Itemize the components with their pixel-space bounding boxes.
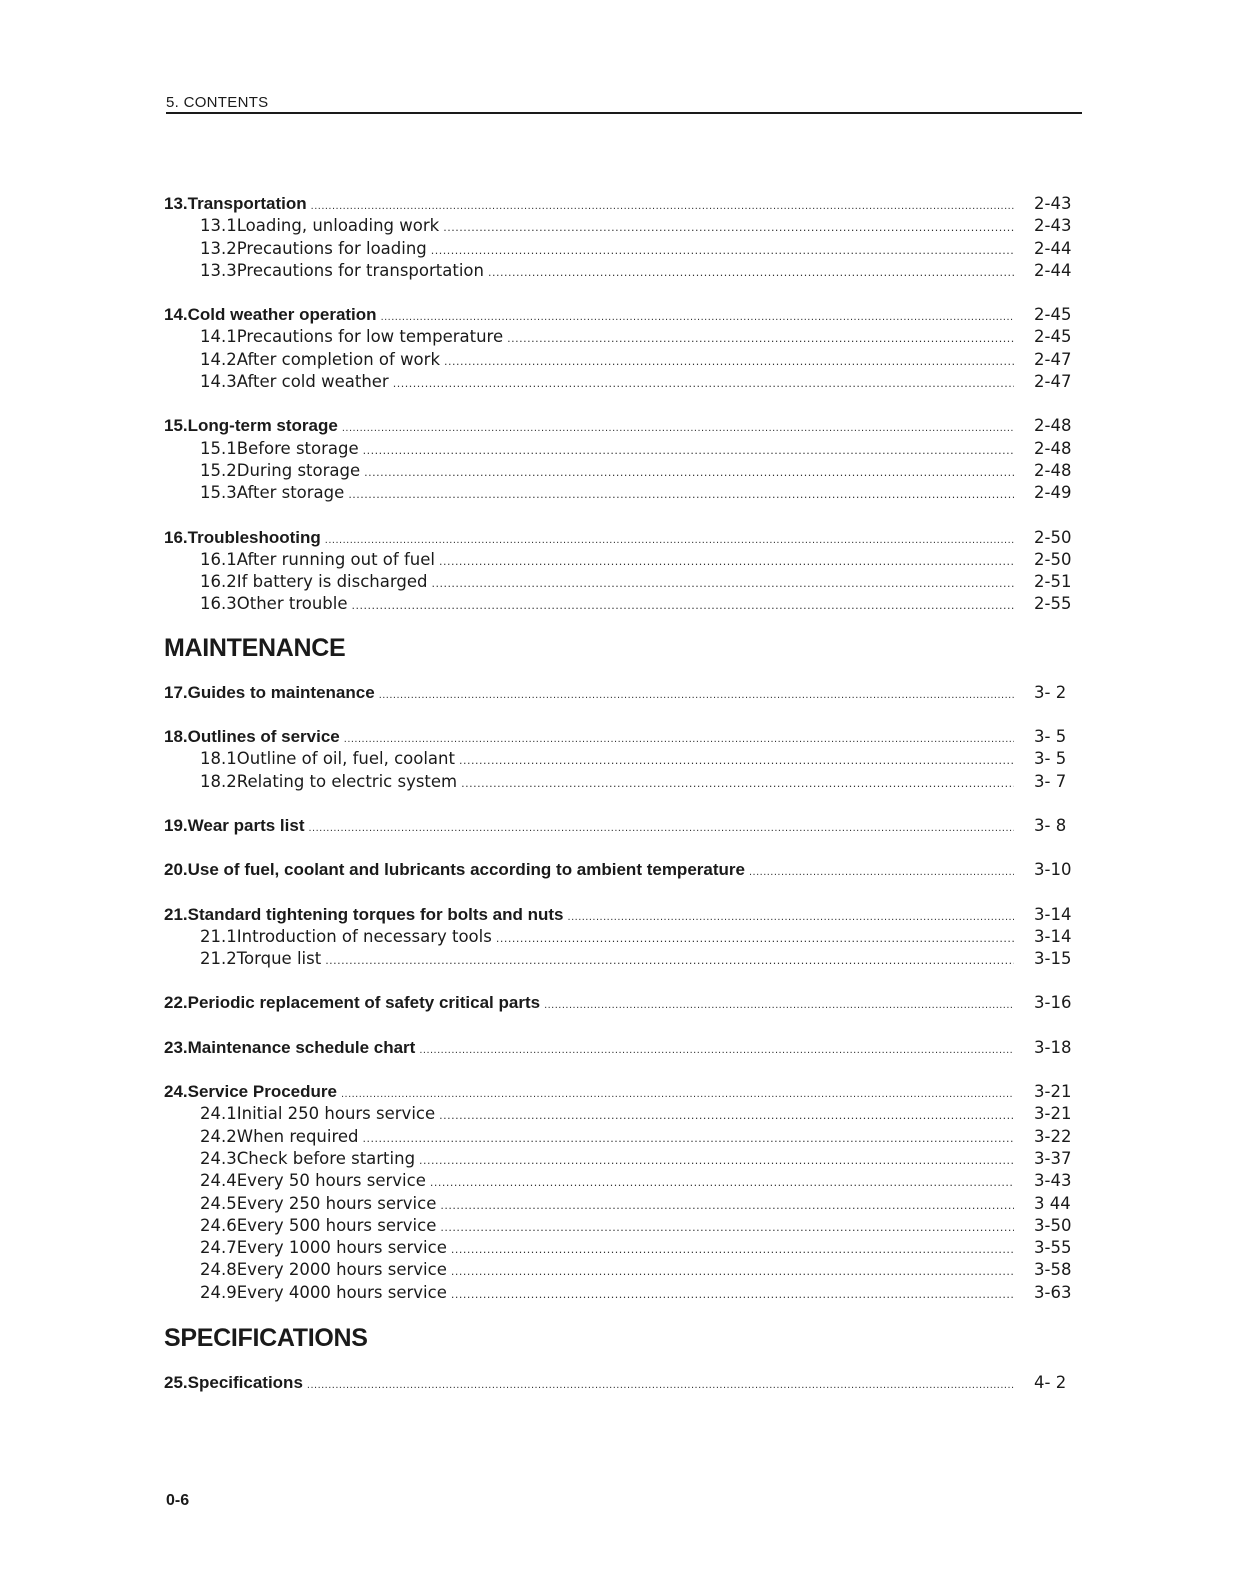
toc-subentry[interactable]: [164, 926, 1080, 948]
entry-number: 15.: [164, 416, 188, 436]
entry-page: 3- 2: [1034, 682, 1067, 702]
entry-title: After running out of fuel: [236, 549, 435, 569]
entry-page: 3-22: [1034, 1126, 1072, 1146]
entry-page: 2-55: [1034, 594, 1072, 614]
toc-entry[interactable]: [164, 193, 1080, 215]
toc-entry[interactable]: [164, 527, 1080, 549]
dot-leader: [451, 1284, 1014, 1306]
dot-leader: [344, 728, 1014, 750]
entry-title: Every 50 hours service: [236, 1171, 426, 1191]
entry-title: Transportation: [187, 194, 307, 213]
entry-number: 14.3: [200, 372, 237, 392]
toc-subentry[interactable]: [164, 948, 1080, 970]
toc-group: [164, 527, 1080, 616]
entry-page: 2-45: [1034, 305, 1072, 325]
toc-subentry[interactable]: [164, 1259, 1080, 1281]
dot-leader: [749, 861, 1014, 883]
entry-number: 24.8: [200, 1260, 237, 1280]
entry-page: 3- 7: [1034, 771, 1067, 791]
entry-number: 14.1: [200, 327, 237, 347]
entry-page: 3-21: [1034, 1104, 1072, 1124]
entry-title: Long-term storage: [187, 416, 338, 436]
dot-leader: [451, 1239, 1014, 1261]
entry-number: 24.9: [200, 1282, 237, 1302]
entry-number: 22.: [164, 993, 188, 1013]
entry-title: Maintenance schedule chart: [187, 1037, 416, 1057]
entry-number: 21.1: [200, 926, 237, 946]
toc-entry[interactable]: [164, 904, 1080, 926]
dot-leader: [440, 1195, 1014, 1217]
toc-section-maintenance: [164, 682, 1080, 1304]
dot-leader: [379, 684, 1014, 706]
entry-title: Every 500 hours service: [236, 1215, 437, 1235]
entry-page: 3- 8: [1034, 815, 1067, 835]
entry-title: Use of fuel, coolant and lubricants according to ambient temperature: [187, 860, 745, 880]
dot-leader: [363, 440, 1014, 462]
entry-number: 15.3: [200, 483, 237, 503]
dot-leader: [443, 217, 1014, 239]
dot-leader: [325, 950, 1014, 972]
dot-leader: [544, 994, 1014, 1016]
entry-page: 3-58: [1034, 1260, 1072, 1280]
entry-title: Standard tightening torques for bolts and nuts: [187, 904, 564, 924]
toc-entry[interactable]: [164, 1037, 1080, 1059]
entry-title: Every 250 hours service: [236, 1193, 437, 1213]
entry-page: 2-43: [1034, 194, 1072, 213]
entry-page: 3-10: [1034, 860, 1072, 880]
entry-page: 2-45: [1034, 327, 1072, 347]
dot-leader: [431, 240, 1014, 262]
toc-subentry[interactable]: [164, 1215, 1080, 1237]
toc-entry[interactable]: [164, 859, 1080, 881]
entry-title: Loading, unloading work: [236, 216, 440, 236]
dot-leader: [325, 529, 1014, 551]
toc-subentry[interactable]: [164, 549, 1080, 571]
toc-group: [164, 859, 1080, 881]
entry-number: 16.3: [200, 594, 237, 614]
entry-page: 3-37: [1034, 1148, 1072, 1168]
entry-title: Specifications: [187, 1372, 303, 1392]
toc-subentry[interactable]: [164, 1170, 1080, 1192]
entry-number: 24.: [164, 1082, 188, 1102]
page-number: 0-6: [166, 1492, 190, 1509]
entry-number: 13.3: [200, 260, 237, 280]
toc-entry[interactable]: [164, 815, 1080, 837]
toc-group: [164, 1372, 1080, 1394]
toc-entry[interactable]: [164, 682, 1080, 704]
entry-title: Cold weather operation: [187, 305, 377, 325]
toc-group: [164, 992, 1080, 1014]
entry-title: Outline of oil, fuel, coolant: [236, 749, 455, 769]
entry-title: Troubleshooting: [187, 527, 321, 547]
dot-leader: [430, 1172, 1014, 1194]
dot-leader: [439, 551, 1014, 573]
entry-number: 14.2: [200, 349, 237, 369]
entry-title: Introduction of necessary tools: [236, 926, 492, 946]
entry-page: 3- 5: [1034, 727, 1067, 747]
entry-title: Precautions for low temperature: [236, 327, 504, 347]
dot-leader: [461, 773, 1014, 795]
entry-page: 3-43: [1034, 1171, 1072, 1191]
maintenance-heading: MAINTENANCE: [164, 633, 346, 662]
entry-number: 16.1: [200, 549, 237, 569]
toc-subentry[interactable]: [164, 460, 1080, 482]
dot-leader: [381, 306, 1014, 328]
entry-title: Relating to electric system: [236, 771, 458, 791]
dot-leader: [393, 373, 1014, 395]
entry-title: After completion of work: [236, 349, 440, 369]
entry-number: 21.2: [200, 949, 237, 969]
toc-subentry[interactable]: [164, 771, 1080, 793]
toc-group: [164, 1037, 1080, 1059]
toc-subentry[interactable]: [164, 215, 1080, 237]
entry-title: Every 1000 hours service: [236, 1238, 447, 1258]
toc-subentry[interactable]: [164, 1282, 1080, 1304]
entry-title: If battery is discharged: [236, 572, 428, 592]
entry-page: 3- 5: [1034, 749, 1067, 769]
dot-leader: [311, 195, 1014, 217]
entry-title: Every 2000 hours service: [236, 1260, 447, 1280]
entry-page: 3-14: [1034, 904, 1072, 924]
toc-subentry[interactable]: [164, 238, 1080, 260]
toc-group: [164, 415, 1080, 504]
entry-page: 2-49: [1034, 483, 1072, 503]
entry-number: 15.1: [200, 438, 237, 458]
dot-leader: [496, 928, 1014, 950]
entry-title: Precautions for transportation: [236, 260, 484, 280]
dot-leader: [341, 1083, 1014, 1105]
entry-page: 3-16: [1034, 993, 1072, 1013]
entry-page: 3 44: [1034, 1193, 1071, 1213]
entry-title: Check before starting: [236, 1148, 416, 1168]
entry-page: 2-51: [1034, 572, 1072, 592]
toc-group: [164, 815, 1080, 837]
dot-leader: [363, 1128, 1014, 1150]
entry-page: 2-48: [1034, 416, 1072, 436]
toc-entry[interactable]: [164, 415, 1080, 437]
entry-page: 3-15: [1034, 949, 1072, 969]
entry-number: 15.2: [200, 460, 237, 480]
toc-subentry[interactable]: [164, 1237, 1080, 1259]
entry-page: 2-50: [1034, 527, 1072, 547]
toc-section-operation: [164, 193, 1080, 616]
entry-page: 2-44: [1034, 238, 1072, 258]
dot-leader: [308, 817, 1014, 839]
entry-page: 3-18: [1034, 1037, 1072, 1057]
entry-title: Wear parts list: [187, 815, 305, 835]
entry-title: After storage: [236, 483, 345, 503]
entry-number: 24.3: [200, 1148, 237, 1168]
entry-number: 13.2: [200, 238, 237, 258]
toc-subentry[interactable]: [164, 1148, 1080, 1170]
toc-group: [164, 193, 1080, 282]
entry-page: 3-50: [1034, 1215, 1072, 1235]
entry-title: Periodic replacement of safety critical parts: [187, 993, 541, 1013]
entry-title: When required: [236, 1126, 359, 1146]
entry-number: 24.7: [200, 1238, 237, 1258]
toc-group: [164, 726, 1080, 793]
entry-title: During storage: [236, 460, 361, 480]
toc-subentry[interactable]: [164, 260, 1080, 282]
table-of-contents: [164, 193, 1080, 1416]
entry-number: 19.: [164, 815, 188, 835]
entry-number: 24.5: [200, 1193, 237, 1213]
toc-subentry[interactable]: [164, 349, 1080, 371]
entry-title: After cold weather: [236, 372, 389, 392]
dot-leader: [307, 1374, 1014, 1396]
entry-title: Initial 250 hours service: [236, 1104, 436, 1124]
entry-page: 3-14: [1034, 926, 1072, 946]
entry-number: 23.: [164, 1037, 188, 1057]
entry-number: 16.2: [200, 572, 237, 592]
toc-subentry[interactable]: [164, 748, 1080, 770]
dot-leader: [444, 351, 1014, 373]
toc-entry[interactable]: [164, 304, 1080, 326]
toc-group: [164, 904, 1080, 971]
toc-subentry[interactable]: [164, 1126, 1080, 1148]
dot-leader: [451, 1261, 1014, 1283]
specifications-heading: SPECIFICATIONS: [164, 1323, 368, 1352]
entry-number: 17.: [164, 682, 188, 702]
toc-subentry[interactable]: [164, 371, 1080, 393]
entry-number: 18.: [164, 727, 188, 747]
entry-page: 3-21: [1034, 1082, 1072, 1102]
entry-page: 3-55: [1034, 1238, 1072, 1258]
entry-title: Outlines of service: [187, 727, 340, 747]
entry-number: 24.2: [200, 1126, 237, 1146]
entry-page: 2-50: [1034, 549, 1072, 569]
dot-leader: [439, 1105, 1014, 1127]
entry-number: 18.2: [200, 771, 237, 791]
dot-leader: [507, 328, 1014, 350]
entry-page: 2-47: [1034, 372, 1072, 392]
entry-number: 18.1: [200, 749, 237, 769]
entry-page: 2-44: [1034, 260, 1072, 280]
toc-entry[interactable]: [164, 726, 1080, 748]
entry-page: 2-43: [1034, 216, 1072, 236]
entry-title: Service Procedure: [187, 1082, 337, 1102]
toc-subentry[interactable]: [164, 1103, 1080, 1125]
dot-leader: [440, 1217, 1014, 1239]
entry-number: 24.4: [200, 1171, 237, 1191]
entry-title: Other trouble: [236, 594, 348, 614]
dot-leader: [364, 462, 1014, 484]
entry-page: 3-63: [1034, 1282, 1072, 1302]
entry-number: 16.: [164, 527, 188, 547]
toc-subentry[interactable]: [164, 571, 1080, 593]
toc-subentry[interactable]: [164, 593, 1080, 615]
entry-title: Before storage: [236, 438, 359, 458]
entry-title: Every 4000 hours service: [236, 1282, 447, 1302]
toc-section-specifications: [164, 1372, 1080, 1394]
toc-subentry[interactable]: [164, 326, 1080, 348]
toc-subentry[interactable]: [164, 1193, 1080, 1215]
toc-group: [164, 304, 1080, 393]
dot-leader: [348, 484, 1014, 506]
entry-number: 14.: [164, 305, 188, 325]
dot-leader: [459, 750, 1014, 772]
entry-number: 20.: [164, 860, 188, 880]
toc-subentry[interactable]: [164, 482, 1080, 504]
entry-number: 24.6: [200, 1215, 237, 1235]
entry-page: 2-47: [1034, 349, 1072, 369]
entry-page: 4- 2: [1034, 1372, 1067, 1392]
dot-leader: [419, 1039, 1014, 1061]
dot-leader: [352, 595, 1015, 617]
entry-page: 2-48: [1034, 460, 1072, 480]
toc-entry[interactable]: [164, 992, 1080, 1014]
toc-entry[interactable]: [164, 1081, 1080, 1103]
entry-title: Torque list: [236, 949, 322, 969]
entry-number: 13.1: [200, 216, 237, 236]
dot-leader: [342, 417, 1014, 439]
entry-number: 21.: [164, 904, 188, 924]
entry-title: Guides to maintenance: [187, 682, 375, 702]
dot-leader: [488, 262, 1014, 284]
entry-number: 25.: [164, 1372, 188, 1392]
dot-leader: [419, 1150, 1014, 1172]
toc-subentry[interactable]: [164, 438, 1080, 460]
entry-number: 24.1: [200, 1104, 237, 1124]
entry-page: 2-48: [1034, 438, 1072, 458]
entry-title: Precautions for loading: [236, 238, 427, 258]
dot-leader: [431, 573, 1014, 595]
toc-group: [164, 682, 1080, 704]
page-header: 5. CONTENTS: [166, 94, 1082, 114]
toc-group: [164, 1081, 1080, 1304]
dot-leader: [568, 906, 1014, 928]
entry-number: 13.: [164, 194, 188, 213]
toc-entry[interactable]: [164, 1372, 1080, 1394]
